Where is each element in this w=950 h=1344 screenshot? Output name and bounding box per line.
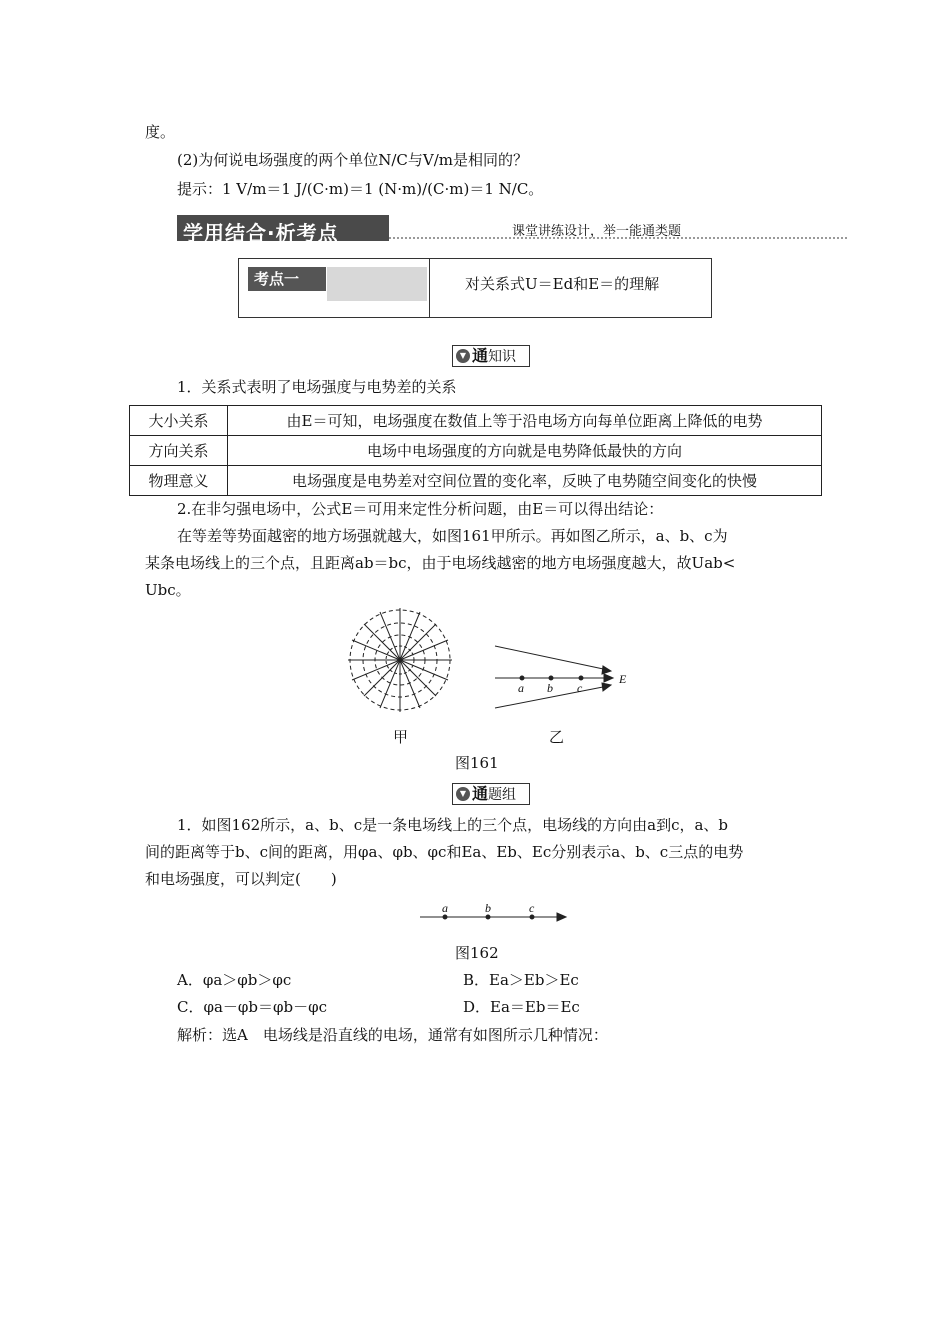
text-line: 度。 bbox=[145, 123, 176, 141]
point-c-label: c bbox=[529, 902, 535, 915]
question-1-end: 和电场强度，可以判定( ) bbox=[145, 870, 337, 888]
relation-table bbox=[129, 405, 822, 496]
option-a: A．φa＞φb＞φc bbox=[177, 971, 292, 989]
figure-162-caption: 图162 bbox=[455, 944, 499, 962]
question-2: (2)为何说电场强度的两个单位N/C与V/m是相同的？ bbox=[177, 151, 529, 169]
option-c: C．φa－φb＝φb－φc bbox=[177, 998, 328, 1016]
figure-161-caption: 图161 bbox=[455, 754, 499, 772]
question-1-cont: 间的距离等于b、c间的距离，用φa、φb、φc和Ea、Eb、Ec分别表示a、b、c三点的电势 bbox=[145, 843, 744, 861]
point-a-label: a bbox=[442, 902, 448, 915]
figure-162 bbox=[418, 902, 568, 928]
figure-161 bbox=[345, 604, 645, 719]
banner-tag: 课堂讲练设计，举一能通类题 bbox=[512, 224, 682, 239]
figure-label-left: 甲 bbox=[393, 728, 409, 746]
paragraph-3: 在等差等势面越密的地方场强就越大，如图161甲所示。再如图乙所示，a、b、c为 bbox=[177, 527, 728, 545]
paragraph-2: 2.在非匀强电场中，公式E＝可用来定性分析问题，由E＝可以得出结论： bbox=[177, 500, 664, 518]
problems-heading: ▼ 通题组 bbox=[452, 783, 530, 805]
paragraph-3-cont: 某条电场线上的三个点，且距离ab＝bc，由于电场线越密的地方电场强度越大，故Uab< bbox=[145, 554, 736, 572]
chevron-down-icon: ▼ bbox=[456, 349, 470, 363]
paragraph-1: 1．关系式表明了电场强度与电势差的关系 bbox=[177, 378, 457, 396]
point-c-label: c bbox=[577, 681, 583, 695]
option-b: B．Ea＞Eb＞Ec bbox=[463, 971, 579, 989]
banner-title: 学用结合·析考点 bbox=[183, 221, 339, 245]
table-row: 方向关系 电场中电场强度的方向就是电势降低最快的方向 bbox=[130, 436, 822, 466]
point-b-label: b bbox=[547, 681, 553, 695]
chevron-down-icon: ▼ bbox=[456, 787, 470, 801]
knowledge-heading: ▼ 通知识 bbox=[452, 345, 530, 367]
point-a-label: a bbox=[518, 681, 524, 695]
kaodian-label: 考点一 bbox=[248, 267, 326, 291]
question-1: 1．如图162所示，a、b、c是一条电场线上的三个点，电场线的方向由a到c，a、b bbox=[177, 816, 729, 834]
table-row: 物理意义 电场强度是电势差对空间位置的变化率，反映了电势随空间变化的快慢 bbox=[130, 466, 822, 496]
hint: 提示：1 V/m＝1 J/(C·m)＝1 (N·m)/(C·m)＝1 N/C。 bbox=[177, 180, 544, 198]
section-banner bbox=[177, 215, 849, 245]
kaodian-title: 对关系式U＝Ed和E＝的理解 bbox=[465, 275, 660, 293]
option-d: D．Ea＝Eb＝Ec bbox=[463, 998, 580, 1016]
table-row: 大小关系 由E＝可知，电场强度在数值上等于沿电场方向每单位距离上降低的电势 bbox=[130, 406, 822, 436]
analysis: 解析：选A 电场线是沿直线的电场，通常有如图所示几种情况： bbox=[177, 1026, 608, 1044]
point-b-label: b bbox=[485, 902, 491, 915]
kaodian-box bbox=[238, 258, 712, 318]
field-e-label: E bbox=[619, 672, 627, 686]
figure-label-right: 乙 bbox=[549, 728, 565, 746]
paragraph-3-end: Ubc。 bbox=[145, 581, 191, 599]
